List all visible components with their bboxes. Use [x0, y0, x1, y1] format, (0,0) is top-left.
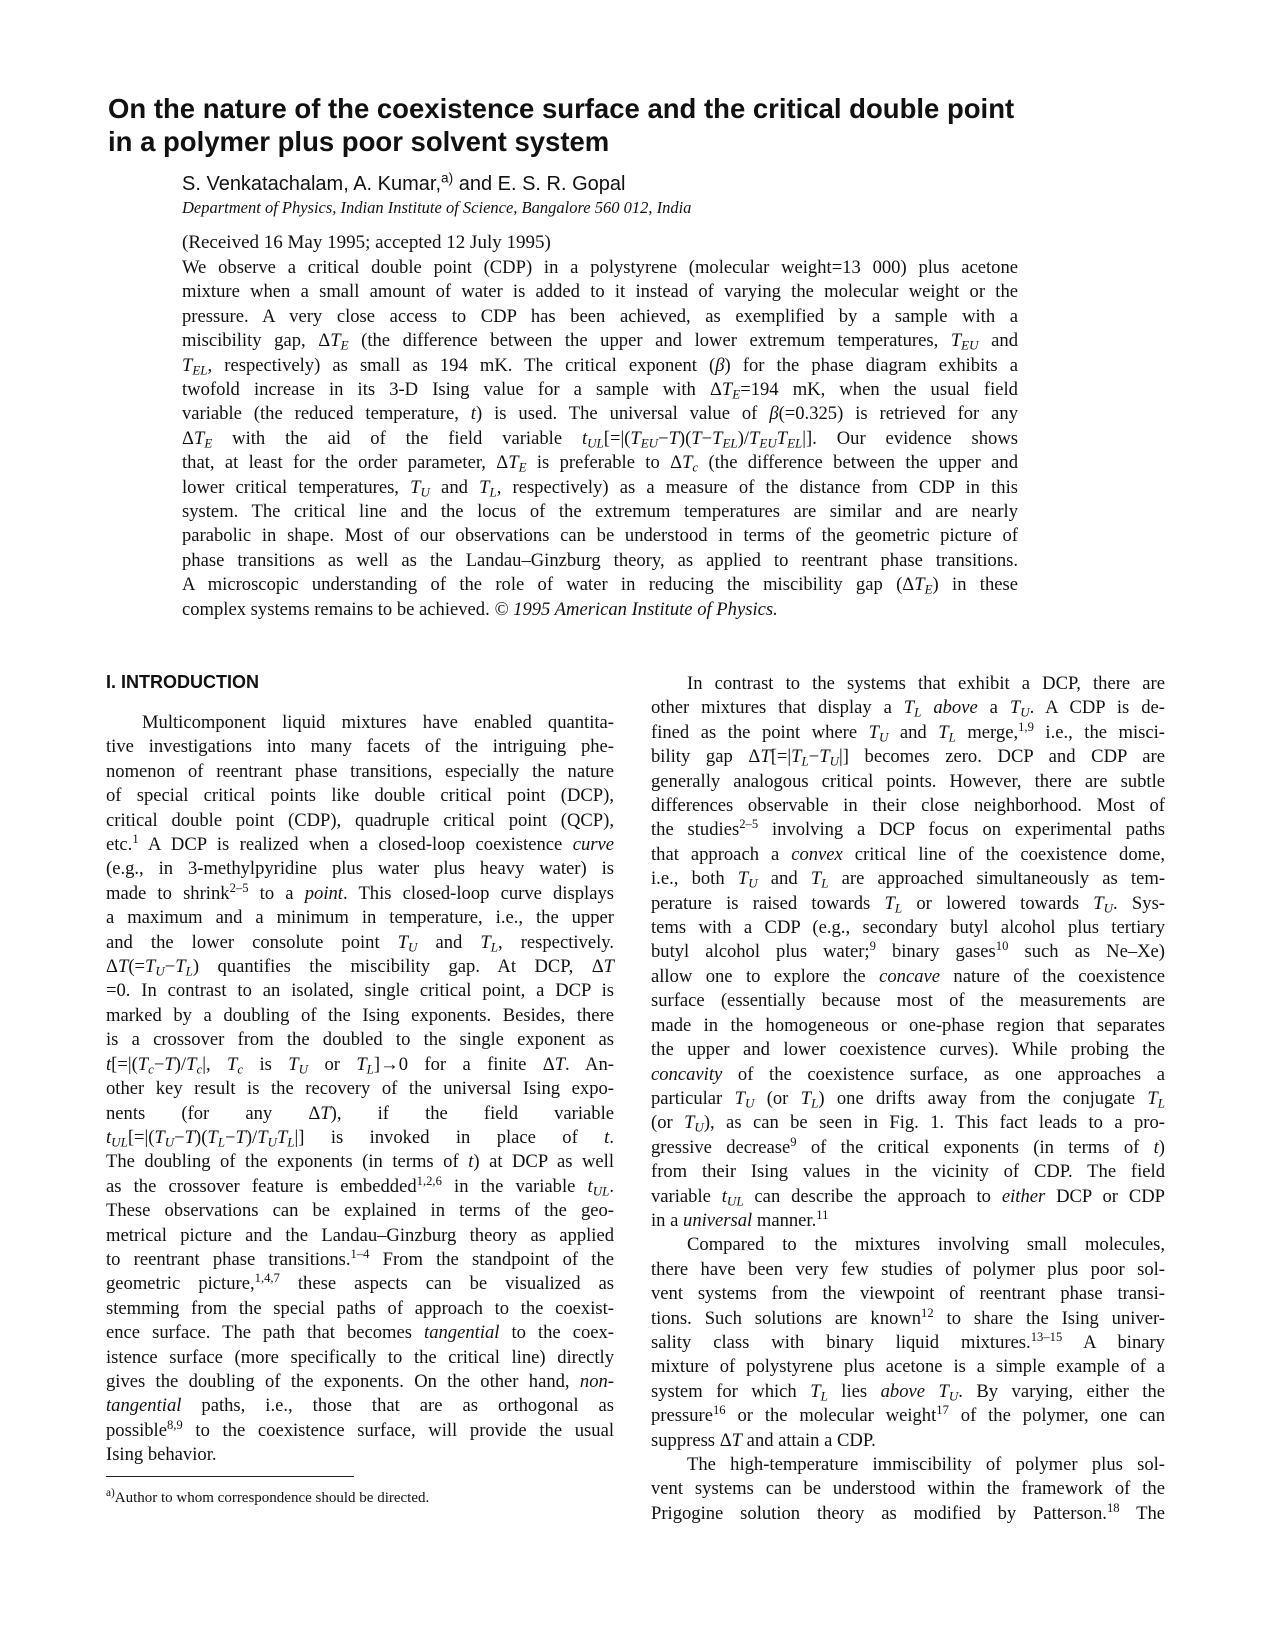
copyright-notice: © 1995 American Institute of Physics.	[494, 598, 778, 620]
introduction-column-right: In contrast to the systems that exhibit a DCP, there are other mixtures that display a $T_L$ above a $T_U$. A CDP is de- fined as the point where $T_U$ and $T_L$ merge,$^{1,9}$ i.e., the misci- bility gap $\Delta T[=|T_L-T_U|]$ becomes zero. DCP and CDP are generally analogous critical points. However, there are subtle differences observable in their close neighborhood. Most of the studies$^{2-5}$ involving a DCP focus on experimental paths that approach a convex critical line of the coexistence dome, i.e., both $T_U$ and $T_L$ are approached simultaneously as tem- perature is raised towards $T_L$ or lowered towards $T_U$. Sys- tems with a CDP (e.g., secondary butyl alcohol plus tertiary butyl alcohol plus water;$^9$ binary gases$^{10}$ such as Ne–Xe) allow one to explore the concave nature of the coexistence surface (essentially because most of the measurements are made in the homogeneous or one-phase region that separates the upper and lower coexistence curves). While probing the concavity of the coexistence surface, as one approaches a particular $T_U$ (or $T_L$) one drifts away from the conjugate $T_L$ (or $T_U$), as can be seen in Fig. 1. This fact leads to a pro- gressive decrease$^9$ of the critical exponents (in terms of t) from their Ising values in the vicinity of CDP. The field variable $t_{UL}$ can describe the approach to either DCP or CDP in a universal manner.$^{11}$ Compared to the mixtures involving small molecules, there have been very few studies of polymer plus poor sol- vent systems from the viewpoint of reentrant phase transi- tions. Such solutions are known$^{12}$ to share the Ising univer- sality class with binary liquid mixtures.$^{13-15}$ A binary mixture of polystyrene plus acetone is a simple example of a system for which $T_L$ lies above $T_U$. By varying, either the pressure$^{16}$ or the molecular weight$^{17}$ of the polymer, one can suppress ΔT and attain a CDP. The high-temperature immiscibility of polymer plus sol- vent systems can be understood within the framework of the Prigogine solution theory as modified by Patterson.$^{18}$ The	[651, 673, 1166, 1524]
affiliation: Department of Physics, Indian Institute of Science, Bangalore 560 012, India	[182, 198, 692, 217]
author-names: S. Venkatachalam, A. Kumar,	[182, 173, 442, 195]
title-line-1: On the nature of the coexistence surface and the critical double point	[108, 93, 1015, 124]
author-footnote-mark: a)	[441, 170, 454, 186]
introduction-column-left: Multicomponent liquid mixtures have enabled quantita- tive investigations into many facets of the intriguing phe- nomenon of reentrant phase transitions, especially the nature of special critical points like double critical point (DCP), critical double point (CDP), quadruple critical point (QCP), etc.$^1$ A DCP is realized when a closed-loop coexistence curve (e.g., in 3-methylpyridine plus water plus heavy water) is made to shrink$^{2-5}$ to a point. This closed-loop curve displays a maximum and a minimum in temperature, i.e., the upper and the lower consolute point $T_U$ and $T_L$, respectively. $\Delta T(=T_U-T_L)$ quantifies the miscibility gap. At DCP, ΔT =0. In contrast to an isolated, single critical point, a DCP is marked by a doubling of the Ising exponents. Besides, there is a crossover from the doubled to the single exponent as $t[=|(T_c-T)/T_c|$, $T_c$ is $T_U$ or $T_L]\to 0$ for a finite ΔT. An- other key result is the recovery of the universal Ising expo- nents (for any ΔT), if the field variable $t_{UL}[=|(T_U-T)(T_L-T)/T_UT_L|]$ is invoked in place of t. The doubling of the exponents (in terms of t) at DCP as well as the crossover feature is embedded$^{1,2,6}$ in the variable $t_{UL}$. These observations can be explained in terms of the geo- metrical picture and the Landau–Ginzburg theory as applied to reentrant phase transitions.$^{1-4}$ From the standpoint of the geometric picture,$^{1,4,7}$ these aspects can be visualized as stemming from the special paths of approach to the coexist- ence surface. The path that becomes tangential to the coex- istence surface (more specifically to the critical line) directly gives the doubling of the exponents. On the other hand, non- tangential paths, i.e., those that are as orthogonal as possible$^{8,9}$ to the coexistence surface, will provide the usual Ising behavior.	[106, 712, 615, 1466]
title-line-2: in a polymer plus poor solvent system	[108, 126, 610, 157]
received-dates: (Received 16 May 1995; accepted 12 July 1995)	[182, 232, 551, 253]
footnote	[106, 1486, 430, 1507]
author-list	[182, 170, 626, 196]
abstract: We observe a critical double point (CDP) in a polystyrene (molecular weight=13 000) plus acetone mixture when a small amount of water is added to it instead of varying the molecular weight or the pressure. A very close access to CDP has been achieved, as exemplified by a sample with a miscibility gap, $\Delta T_E$ (the difference between the upper and lower extremum temperatures, $T_{EU}$ and $T_{EL}$, respectively) as small as 194 mK. The critical exponent (β) for the phase diagram exhibits a twofold increase in its 3-D Ising value for a sample with $\Delta T_E=194$ mK, when the usual field variable (the reduced temperature, t) is used. The universal value of β(=0.325) is retrieved for any $\Delta T_E$ with the aid of the field variable $t_{UL}[=|(T_{EU}-T)(T-T_{EL})/T_{EU}T_{EL}|]$. Our evidence shows that, at least for the order parameter, $\Delta T_E$ is preferable to $\Delta T_c$ (the difference between the upper and lower critical temperatures, $T_U$ and $T_L$, respectively) as a measure of the distance from CDP in this system. The critical line and the locus of the extremum temperatures are similar and are nearly parabolic in shape. Most of our observations can be understood in terms of the geometric picture of phase transitions as well as the Landau–Ginzburg theory, as applied to reentrant phase transitions. A microscopic understanding of the role of water in reducing the miscibility gap $(\Delta T_E)$ in these complex systems remains to be achieved. © 1995 American Institute of Physics.	[182, 257, 1019, 620]
section-heading-introduction: I. INTRODUCTION	[106, 672, 259, 692]
author-names-rest: and E. S. R. Gopal	[453, 173, 626, 195]
footnote-text: Author to whom correspondence should be directed.	[114, 1490, 430, 1506]
paper-title	[108, 92, 1118, 158]
footnote-divider	[106, 1476, 354, 1477]
footnote-mark: a)	[106, 1486, 115, 1499]
